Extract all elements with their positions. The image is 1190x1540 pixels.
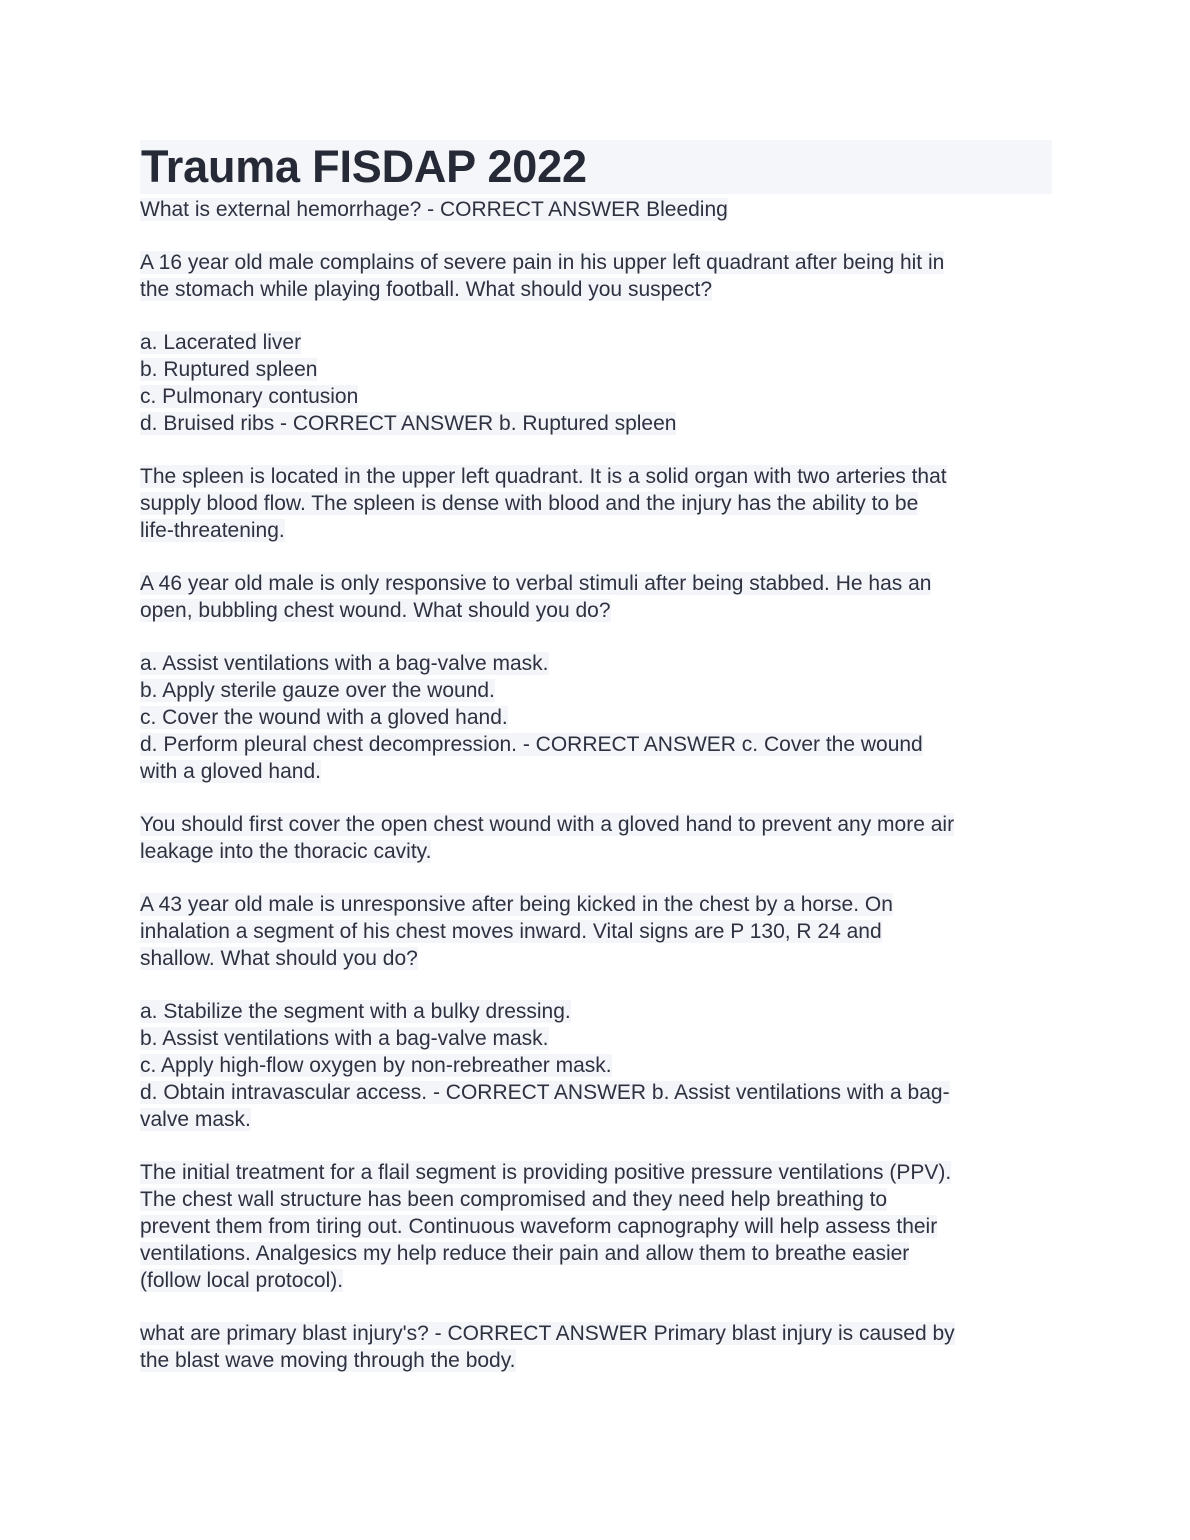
text-line: [140, 650, 1052, 677]
text-line-content: The initial treatment for a flail segment is providing positive pressure ventilations (PPV).: [140, 1161, 952, 1184]
text-line-content: d. Obtain intravascular access. - CORRECT ANSWER b. Assist ventilations with a bag-: [140, 1081, 950, 1104]
text-line-content: a. Stabilize the segment with a bulky dressing.: [140, 1000, 571, 1023]
text-line: [140, 731, 1052, 758]
text-line-content: (follow local protocol).: [140, 1269, 344, 1292]
paragraph: [140, 570, 1052, 624]
text-line: [140, 891, 1052, 918]
paragraph: [140, 463, 1052, 544]
text-line: [140, 945, 1052, 972]
text-line-content: the blast wave moving through the body.: [140, 1349, 516, 1372]
text-line: [140, 811, 1052, 838]
text-line: [140, 517, 1052, 544]
paragraph: [140, 650, 1052, 785]
paragraph-spacer: [140, 624, 1052, 650]
text-line-content: with a gloved hand.: [140, 760, 321, 783]
text-line: [140, 1240, 1052, 1267]
text-line-content: The spleen is located in the upper left quadrant. It is a solid organ with two arteries that: [140, 465, 947, 488]
paragraph-spacer: [140, 223, 1052, 249]
text-line-content: life-threatening.: [140, 519, 285, 542]
page-title: Trauma FISDAP 2022: [141, 141, 587, 192]
text-line-content: prevent them from tiring out. Continuous waveform capnography will help assess their: [140, 1215, 938, 1238]
paragraph: [140, 811, 1052, 865]
paragraph: [140, 249, 1052, 303]
text-line-content: valve mask.: [140, 1108, 251, 1131]
text-line: [140, 410, 1052, 437]
text-line: [140, 758, 1052, 785]
text-line-content: a. Assist ventilations with a bag-valve mask.: [140, 652, 549, 675]
text-line: [140, 1267, 1052, 1294]
text-line-content: shallow. What should you do?: [140, 947, 418, 970]
text-line-content: A 46 year old male is only responsive to verbal stimuli after being stabbed. He has an: [140, 572, 932, 595]
text-line: [140, 490, 1052, 517]
text-line-content: b. Ruptured spleen: [140, 358, 318, 381]
text-line: [140, 704, 1052, 731]
text-line: [140, 1320, 1052, 1347]
text-line-content: supply blood flow. The spleen is dense with blood and the injury has the ability to be: [140, 492, 919, 515]
paragraph: [140, 1320, 1052, 1374]
text-line: [140, 1213, 1052, 1240]
text-line-content: ventilations. Analgesics my help reduce their pain and allow them to breathe easier: [140, 1242, 910, 1265]
paragraph: [140, 196, 1052, 223]
text-line-content: c. Apply high-flow oxygen by non-rebreather mask.: [140, 1054, 612, 1077]
paragraph: [140, 998, 1052, 1133]
text-line: [140, 383, 1052, 410]
paragraph-spacer: [140, 1294, 1052, 1320]
text-line: [140, 196, 1052, 223]
text-line-content: open, bubbling chest wound. What should you do?: [140, 599, 611, 622]
text-line-content: A 16 year old male complains of severe pain in his upper left quadrant after being hit in: [140, 251, 945, 274]
text-line-content: A 43 year old male is unresponsive after being kicked in the chest by a horse. On: [140, 893, 893, 916]
paragraph-spacer: [140, 544, 1052, 570]
text-line: [140, 1079, 1052, 1106]
text-line-content: d. Perform pleural chest decompression. - CORRECT ANSWER c. Cover the wound: [140, 733, 923, 756]
text-line: [140, 677, 1052, 704]
text-line-content: b. Assist ventilations with a bag-valve mask.: [140, 1027, 549, 1050]
text-line: [140, 570, 1052, 597]
paragraph: [140, 1159, 1052, 1294]
text-line: [140, 1052, 1052, 1079]
text-line-content: c. Pulmonary contusion: [140, 385, 359, 408]
text-line: [140, 1025, 1052, 1052]
text-line: [140, 1186, 1052, 1213]
text-line-content: a. Lacerated liver: [140, 331, 302, 354]
document-page: [140, 140, 1052, 1374]
text-line: [140, 329, 1052, 356]
text-line-content: d. Bruised ribs - CORRECT ANSWER b. Ruptured spleen: [140, 412, 677, 435]
text-line-content: inhalation a segment of his chest moves inward. Vital signs are P 130, R 24 and: [140, 920, 882, 943]
title-block: [140, 140, 1052, 194]
text-line-content: the stomach while playing football. What should you suspect?: [140, 278, 712, 301]
text-line: [140, 1106, 1052, 1133]
text-line: [140, 998, 1052, 1025]
paragraph-spacer: [140, 303, 1052, 329]
text-line-content: You should first cover the open chest wound with a gloved hand to prevent any more air: [140, 813, 955, 836]
paragraph-spacer: [140, 1133, 1052, 1159]
text-line: [140, 249, 1052, 276]
text-line-content: b. Apply sterile gauze over the wound.: [140, 679, 495, 702]
text-line: [140, 1159, 1052, 1186]
text-line: [140, 463, 1052, 490]
text-line: [140, 838, 1052, 865]
text-line: [140, 356, 1052, 383]
document-body: [140, 196, 1052, 1374]
text-line: [140, 276, 1052, 303]
text-line-content: leakage into the thoracic cavity.: [140, 840, 432, 863]
text-line-content: The chest wall structure has been compromised and they need help breathing to: [140, 1188, 888, 1211]
paragraph-spacer: [140, 785, 1052, 811]
paragraph-spacer: [140, 437, 1052, 463]
text-line: [140, 918, 1052, 945]
text-line-content: What is external hemorrhage? - CORRECT ANSWER Bleeding: [140, 198, 728, 221]
text-line: [140, 1347, 1052, 1374]
text-line-content: c. Cover the wound with a gloved hand.: [140, 706, 508, 729]
text-line-content: what are primary blast injury's? - CORRECT ANSWER Primary blast injury is caused by: [140, 1322, 955, 1345]
paragraph: [140, 891, 1052, 972]
text-line: [140, 597, 1052, 624]
paragraph-spacer: [140, 972, 1052, 998]
paragraph: [140, 329, 1052, 437]
paragraph-spacer: [140, 865, 1052, 891]
